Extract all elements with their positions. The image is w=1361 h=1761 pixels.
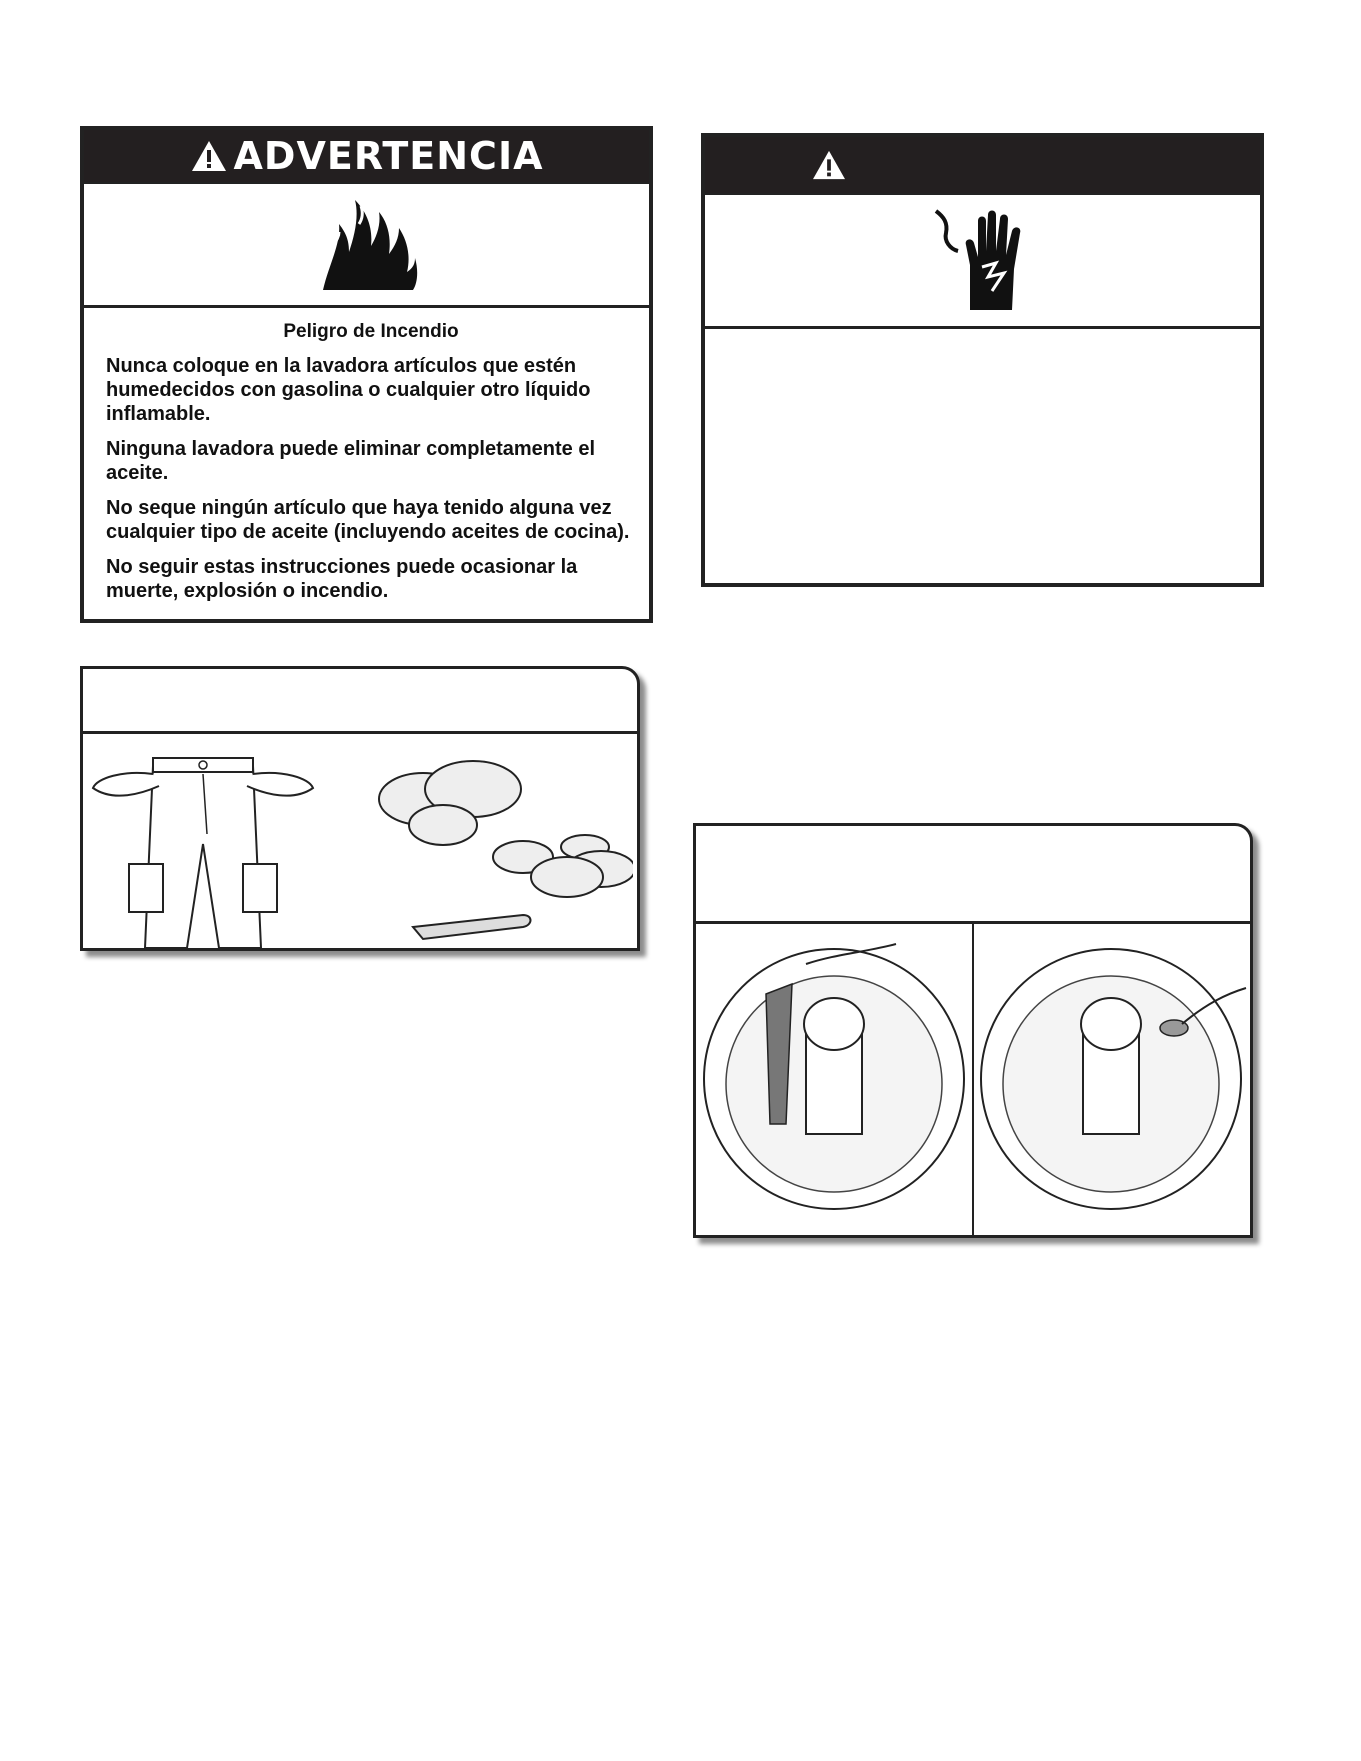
warning-header xyxy=(84,130,649,182)
hazard-title: Peligro de Incendio xyxy=(283,321,459,342)
fire-icon xyxy=(319,194,419,294)
warning-header xyxy=(705,137,1260,193)
warning-triangle-icon xyxy=(811,149,847,181)
washer-illustration-panel xyxy=(693,823,1253,1238)
shock-warning-box xyxy=(701,133,1264,587)
fire-warning-text xyxy=(106,320,636,614)
fire-warning-box xyxy=(80,126,653,623)
coins-icon xyxy=(363,759,633,949)
electric-shock-hand-icon xyxy=(930,205,1030,315)
warning-paragraph: No seguir estas instrucciones puede ocasionar la muerte, explosión o incendio. xyxy=(106,556,578,602)
fire-icon-band xyxy=(84,182,649,308)
warning-paragraph: No seque ningún artículo que haya tenido alguna vez cualquier tipo de aceite (incluyendo aceites de cocina). xyxy=(106,497,630,543)
pockets-illustration-panel xyxy=(80,666,640,951)
shock-icon-band xyxy=(705,193,1260,329)
washer-clean-filter-icon xyxy=(696,924,1250,1235)
safety-pins-icon xyxy=(413,915,531,939)
warning-paragraph: Ninguna lavadora puede eliminar completamente el aceite. xyxy=(106,438,596,484)
panel-tab xyxy=(83,669,637,734)
warning-triangle-icon xyxy=(190,139,228,173)
warning-paragraph: Nunca coloque en la lavadora artículos que estén humedecidos con gasolina o cualquier otro líquido inflamable. xyxy=(106,355,591,425)
panel-tab xyxy=(696,826,1250,924)
warning-title: ADVERTENCIA xyxy=(233,134,544,178)
